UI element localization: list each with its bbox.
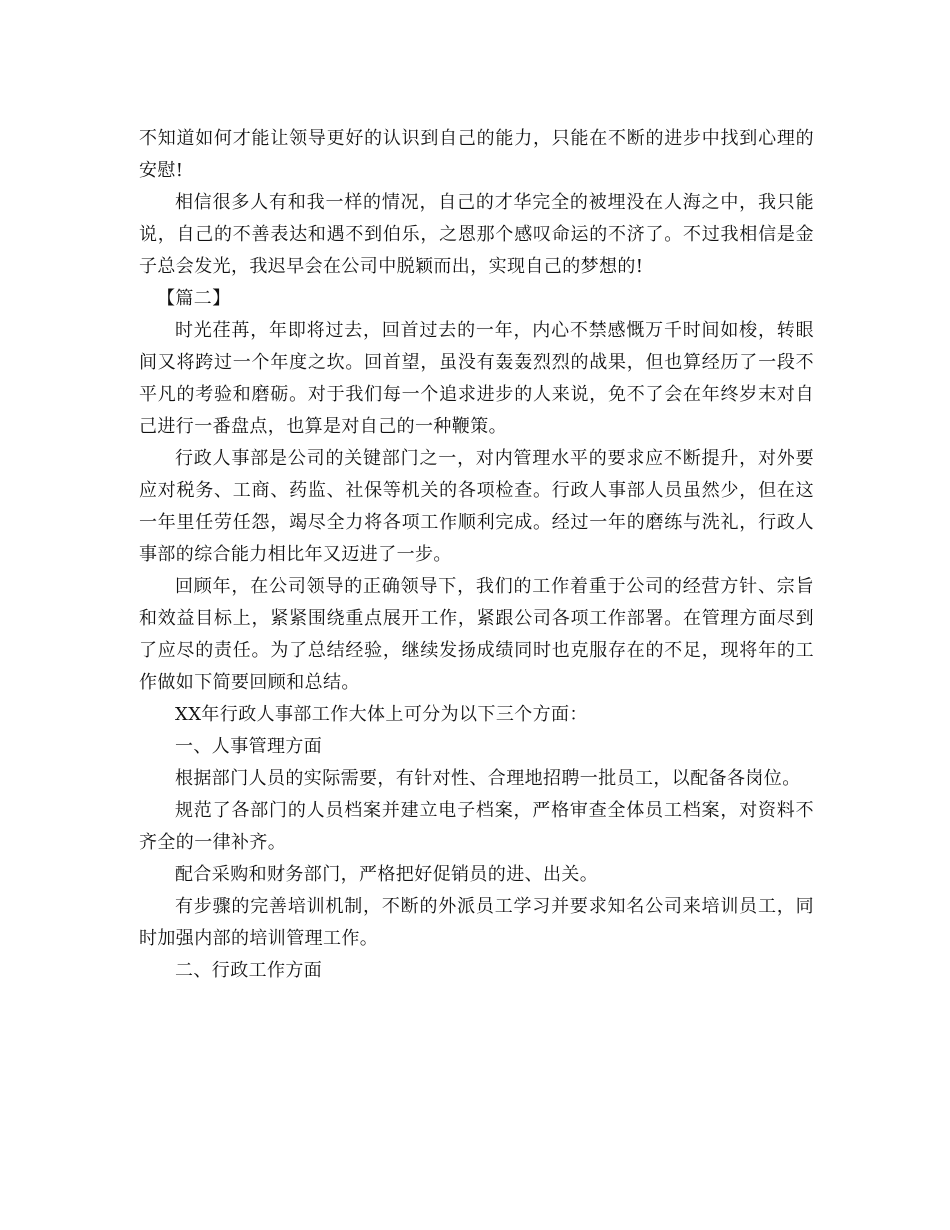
paragraph-3: 时光荏苒，年即将过去，回首过去的一年，内心不禁感慨万千时间如梭，转眼间又将跨过一个年度之坎。回首望，虽没有轰轰烈烈的战果，但也算经历了一段不平凡的考验和磨砺。对于我们每一个追求进步的人来说，免不了会在年终岁末对自己进行一番盘点，也算是对自己的一种鞭策。 [139, 320, 814, 437]
subheading-personnel: 一、人事管理方面 [175, 736, 323, 757]
paragraph-4: 行政人事部是公司的关键部门之一，对内管理水平的要求应不断提升，对外要应对税务、工商、药监、社保等机关的各项检查。行政人事部人员虽然少，但在这一年里任劳任怨，竭尽全力将各项工作顺利完成。经过一年的磨练与洗礼，行政人事部的综合能力相比年又迈进了一步。 [139, 448, 814, 565]
paragraph-6: XX年行政人事部工作大体上可分为以下三个方面： [175, 704, 588, 725]
paragraph-8: 规范了各部门的人员档案并建立电子档案，严格审查全体员工档案，对资料不齐全的一律补齐。 [139, 800, 814, 853]
section-heading: 【篇二】 [157, 288, 231, 309]
paragraph-7: 根据部门人员的实际需要，有针对性、合理地招聘一批员工，以配备各岗位。 [175, 768, 801, 789]
paragraph-1: 不知道如何才能让领导更好的认识到自己的能力，只能在不断的进步中找到心理的安慰! [139, 128, 814, 181]
subheading-administration: 二、行政工作方面 [175, 960, 323, 981]
paragraph-2: 相信很多人有和我一样的情况，自己的才华完全的被埋没在人海之中，我只能说，自己的不善表达和遇不到伯乐，之恩那个感叹命运的不济了。不过我相信是金子总会发光，我迟早会在公司中脱颖而出，实现自己的梦想的! [139, 192, 814, 277]
paragraph-10: 有步骤的完善培训机制，不断的外派员工学习并要求知名公司来培训员工，同时加强内部的培训管理工作。 [139, 896, 814, 949]
paragraph-9: 配合采购和财务部门，严格把好促销员的进、出关。 [175, 864, 599, 885]
document-page [139, 123, 814, 987]
paragraph-5: 回顾年，在公司领导的正确领导下，我们的工作着重于公司的经营方针、宗旨和效益目标上，紧紧围绕重点展开工作，紧跟公司各项工作部署。在管理方面尽到了应尽的责任。为了总结经验，继续发扬成绩同时也克服存在的不足，现将年的工作做如下简要回顾和总结。 [139, 576, 814, 693]
